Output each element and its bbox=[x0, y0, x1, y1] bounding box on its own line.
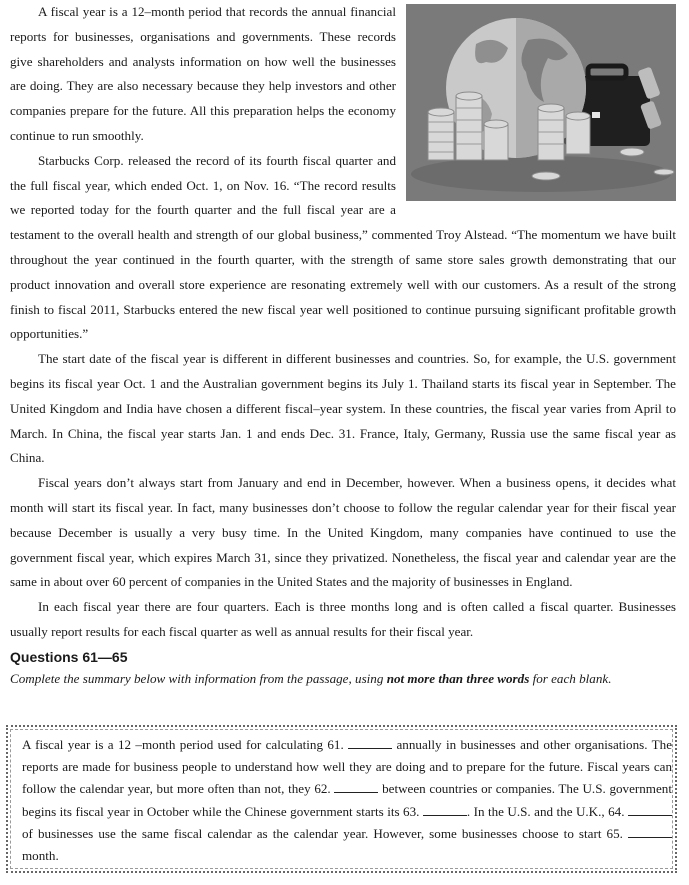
questions-instruction bbox=[10, 668, 676, 690]
answer-blank-62[interactable] bbox=[334, 780, 378, 793]
summary-part-4: . In the U.S. and the U.K., 64. bbox=[466, 803, 625, 819]
summary-text bbox=[22, 734, 672, 867]
passage bbox=[10, 0, 676, 690]
answer-blank-64[interactable] bbox=[628, 803, 672, 816]
summary-part-5: of businesses use the same fiscal calendar as the calendar year. However, some businesses choose to start 65. bbox=[22, 825, 623, 841]
instruction-text-end: for each blank. bbox=[529, 670, 612, 686]
answer-blank-61[interactable] bbox=[348, 736, 392, 749]
summary-part-2: annually in businesses and other organisations. The reports are made for business people to understand how well they are doing and to prepare for the future. Fiscal years can follow the calendar year, but more often than not, they 62. bbox=[22, 737, 673, 797]
paragraph-2: Starbucks Corp. released the record of its fourth fiscal quarter and the full fiscal year, which ended Oct. 1, on Nov. 16. “The record results we reported today for the fourth quarter and the full fiscal year are a testament to the overall health and strength of our global business,” commented Troy Alstead. “The momentum we have built throughout the year continued in the fourth quarter, with the strength of same store sales growth demonstrating that our product innovation and overall store experience are resonating extremely well with our customers. As a result of the strong finish to fiscal 2011, Starbucks entered the new fiscal year well positioned to continue pursuing significant profitable growth opportunities.” bbox=[10, 152, 676, 342]
summary-part-1: A fiscal year is a 12 –month period used for calculating 61. bbox=[22, 737, 344, 752]
summary-box bbox=[6, 725, 677, 873]
globe-coins-briefcase-image bbox=[406, 4, 676, 201]
paragraph-3: The start date of the fiscal year is different in different businesses and countries. So, for example, the U.S. government begins its fiscal year Oct. 1 and the Australian government begins its July 1. Thailand starts its fiscal year in September. The United Kingdom and India have chosen a different fiscal–year system. In these countries, the fiscal year varies from April to March. In China, the fiscal year starts Jan. 1 and ends Dec. 31. France, Italy, Germany, Russia use the same fiscal year as China. bbox=[10, 351, 676, 466]
summary-part-3: between countries or companies. The U.S. government begins its fiscal year in October while the Chinese government starts its 63. bbox=[22, 781, 672, 819]
instruction-emphasis: not more than three words bbox=[386, 670, 530, 686]
paragraph-4: Fiscal years don’t always start from January and end in December, however. When a business opens, it decides what month will start its fiscal year. In fact, many businesses don’t choose to follow the regular calendar year for their fiscal year because December is usually a very busy time. In the United Kingdom, many companies have continued to use the government fiscal year, which expires March 31, since they privatized. Nonetheless, the fiscal year and calendar year are the same in about over 60 percent of companies in the United States and the majority of businesses in England. bbox=[10, 475, 676, 590]
answer-blank-63[interactable] bbox=[423, 803, 467, 816]
instruction-text-start: Complete the summary below with information from the passage, using bbox=[10, 670, 387, 686]
paragraph-5: In each fiscal year there are four quarters. Each is three months long and is often called a fiscal quarter. Businesses usually report results for each fiscal quarter as well as annual results for their fiscal year. bbox=[10, 599, 676, 639]
summary-part-6: month. bbox=[22, 848, 59, 864]
paragraph-1: A fiscal year is a 12–month period that records the annual financial reports for businesses, organisations and governments. These records give shareholders and analysts information on how well the businesses are doing. They are also necessary because they help investors and other companies prepare for the future. All this preparation helps the economy continue to run smoothly. bbox=[10, 4, 396, 143]
answer-blank-65[interactable] bbox=[628, 825, 672, 838]
questions-title: Questions 61—65 bbox=[10, 648, 128, 665]
